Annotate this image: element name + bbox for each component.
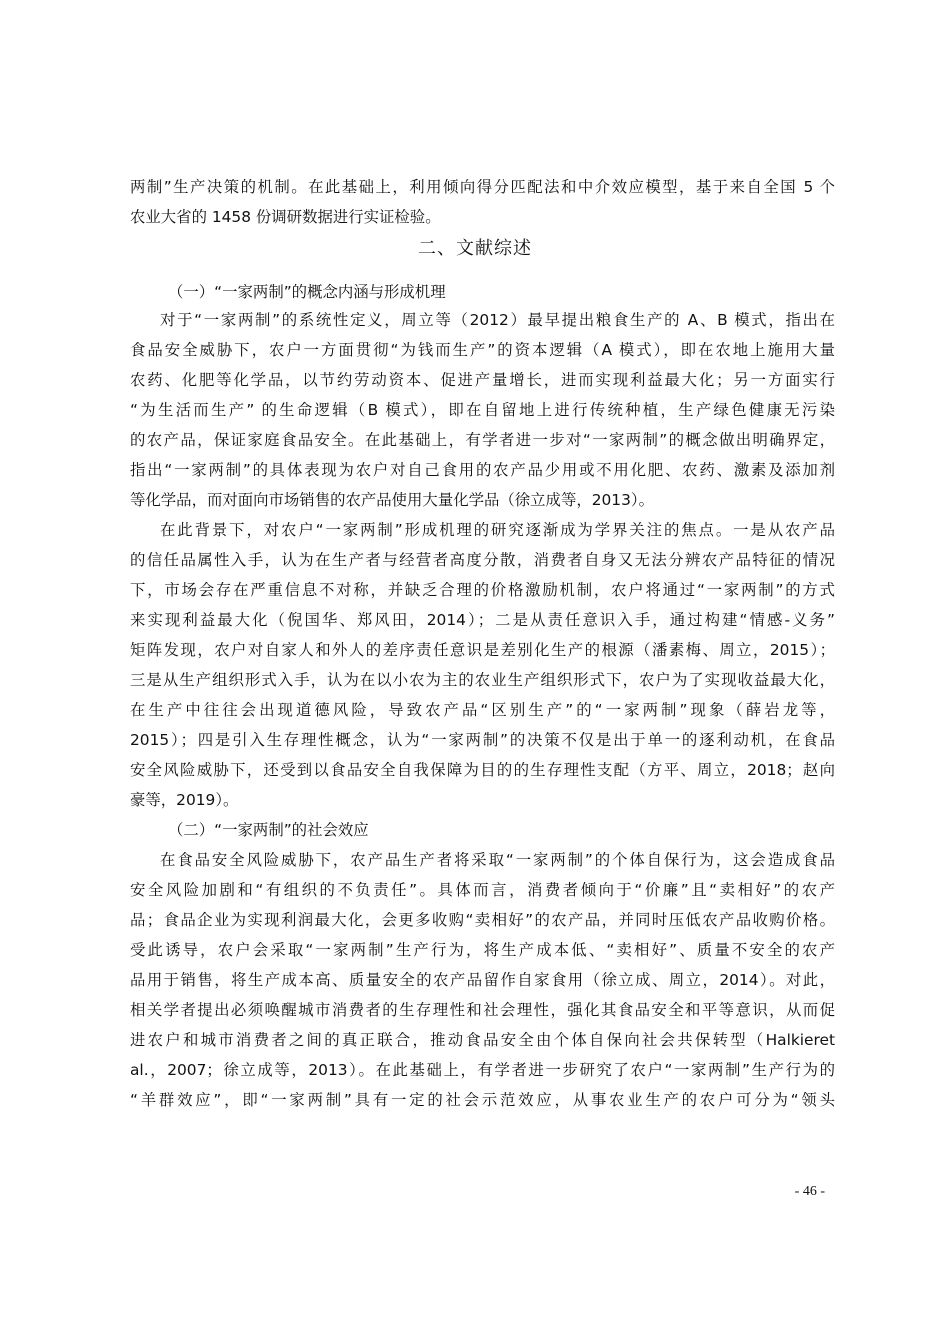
text-line: 受此诱导，农户会采取“一家两制”生产行为，将生产成本低、“卖相好”、质量不安全的农产 [130, 941, 835, 959]
text-line: 等化学品，而对面向市场销售的农产品使用大量化学品（徐立成等，2013）。 [130, 491, 654, 509]
text-line: 对于“一家两制”的系统性定义，周立等（2012）最早提出粮食生产的 A、B 模式，指出在 [160, 311, 835, 329]
text-line: 相关学者提出必须唤醒城市消费者的生存理性和社会理性，强化其食品安全和平等意识，从而促 [130, 1001, 835, 1019]
text-line: “为生活而生产” 的生命逻辑（B 模式），即在自留地上进行传统种植，生产绿色健康无污染 [130, 401, 835, 419]
text-line: 农药、化肥等化学品，以节约劳动资本、促进产量增长，进而实现利益最大化；另一方面实行 [130, 371, 835, 389]
text-line: 豪等，2019）。 [130, 791, 239, 809]
text-line: 三是从生产组织形式入手，认为在以小农为主的农业生产组织形式下，农户为了实现收益最大化， [130, 671, 835, 689]
text-line: 进农户和城市消费者之间的真正联合，推动食品安全由个体自保向社会共保转型（Halkieret [130, 1031, 835, 1049]
text-line: 指出“一家两制”的具体表现为农户对自己食用的农产品少用或不用化肥、农药、激素及添加剂 [130, 461, 835, 479]
subsection-heading: （一）“一家两制”的概念内涵与形成机理 [168, 283, 446, 301]
section-title: 二、文献综述 [418, 238, 532, 259]
text-line: 在食品安全风险威胁下，农产品生产者将采取“一家两制”的个体自保行为，这会造成食品 [160, 851, 835, 869]
text-line: 农业大省的 1458 份调研数据进行实证检验。 [130, 208, 441, 226]
text-line: 品用于销售，将生产成本高、质量安全的农产品留作自家食用（徐立成、周立，2014）。对此， [130, 971, 835, 989]
text-line: 安全风险加剧和“有组织的不负责任”。具体而言，消费者倾向于“价廉”且“卖相好”的农产 [130, 881, 835, 899]
text-line: 在此背景下，对农户“一家两制”形成机理的研究逐渐成为学界关注的焦点。一是从农产品 [160, 521, 835, 539]
text-line: al.，2007；徐立成等，2013）。在此基础上，有学者进一步研究了农户“一家两制”生产行为的 [130, 1061, 835, 1079]
text-line: 在生产中往往会出现道德风险，导致农产品“区别生产”的“一家两制”现象（薛岩龙等， [130, 701, 835, 719]
text-line: 矩阵发现，农户对自家人和外人的差序责任意识是差别化生产的根源（潘素梅、周立，2015）； [130, 641, 835, 659]
subsection-heading: （二）“一家两制”的社会效应 [168, 821, 369, 839]
text-line: “羊群效应”，即“一家两制”具有一定的社会示范效应，从事农业生产的农户可分为“领头 [130, 1091, 835, 1109]
text-line: 的农产品，保证家庭食品安全。在此基础上，有学者进一步对“一家两制”的概念做出明确界定， [130, 431, 835, 449]
text-line: 品；食品企业为实现利润最大化，会更多收购“卖相好”的农产品，并同时压低农产品收购价格。 [130, 911, 835, 929]
text-line: 的信任品属性入手，认为在生产者与经营者高度分散，消费者自身又无法分辨农产品特征的情况 [130, 551, 835, 569]
text-line: 2015）；四是引入生存理性概念，认为“一家两制”的决策不仅是出于单一的逐利动机，在食品 [130, 731, 835, 749]
text-line: 两制”生产决策的机制。在此基础上，利用倾向得分匹配法和中介效应模型，基于来自全国 5 个 [130, 178, 835, 196]
text-line: 食品安全威胁下，农户一方面贯彻“为钱而生产”的资本逻辑（A 模式），即在农地上施用大量 [130, 341, 835, 359]
text-line: 下，市场会存在严重信息不对称，并缺乏合理的价格激励机制，农户将通过“一家两制”的方式 [130, 581, 835, 599]
page-number: - 46 - [794, 1184, 825, 1199]
text-line: 来实现利益最大化（倪国华、郑风田，2014）；二是从责任意识入手，通过构建“情感-义务” [130, 611, 835, 629]
text-line: 安全风险威胁下，还受到以食品安全自我保障为目的的生存理性支配（方平、周立，2018；赵向 [130, 761, 835, 779]
